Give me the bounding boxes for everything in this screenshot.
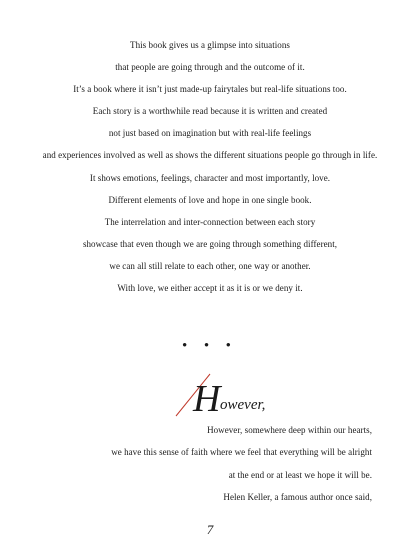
text-line: It’s a book where it isn’t just made-up fairytales but real-life situations too. [73, 84, 347, 95]
text-line: This book gives us a glimpse into situations [130, 40, 290, 50]
text-line: at the end or at least we hope it will be. [228, 469, 372, 480]
text-line: Each story is a worthwhile read because it is written and created [92, 106, 328, 117]
text-line: not just based on imagination but with real-life feelings [108, 128, 312, 139]
text-line: and experiences involved as well as shows the different situations people go through in life. [42, 150, 378, 161]
closing-paragraph [111, 419, 372, 508]
section-heading [174, 372, 314, 418]
text-line: we have this sense of faith where we feel that everything will be alright [111, 447, 372, 458]
text-line: Helen Keller, a famous author once said, [223, 491, 372, 502]
text-line: It shows emotions, feelings, character and most importantly, love. [89, 172, 331, 183]
section-separator: • • • [182, 337, 238, 352]
text-line: Different elements of love and hope in one single book. [108, 194, 312, 205]
text-line: With love, we either accept it as it is or we deny it. [117, 283, 303, 294]
page-number: 7 [206, 522, 214, 537]
text-line: that people are going through and the outcome of it. [115, 62, 305, 73]
text-line: However, somewhere deep within our hearts, [207, 425, 372, 435]
text-line: The interrelation and inter-connection between each story [104, 216, 316, 227]
drop-cap: H [193, 378, 221, 420]
text-line: we can all still relate to each other, one way or another. [109, 260, 311, 271]
heading-text: owever, [220, 397, 266, 413]
text-line: showcase that even though we are going through something different, [82, 238, 338, 249]
intro-paragraph [0, 34, 420, 299]
